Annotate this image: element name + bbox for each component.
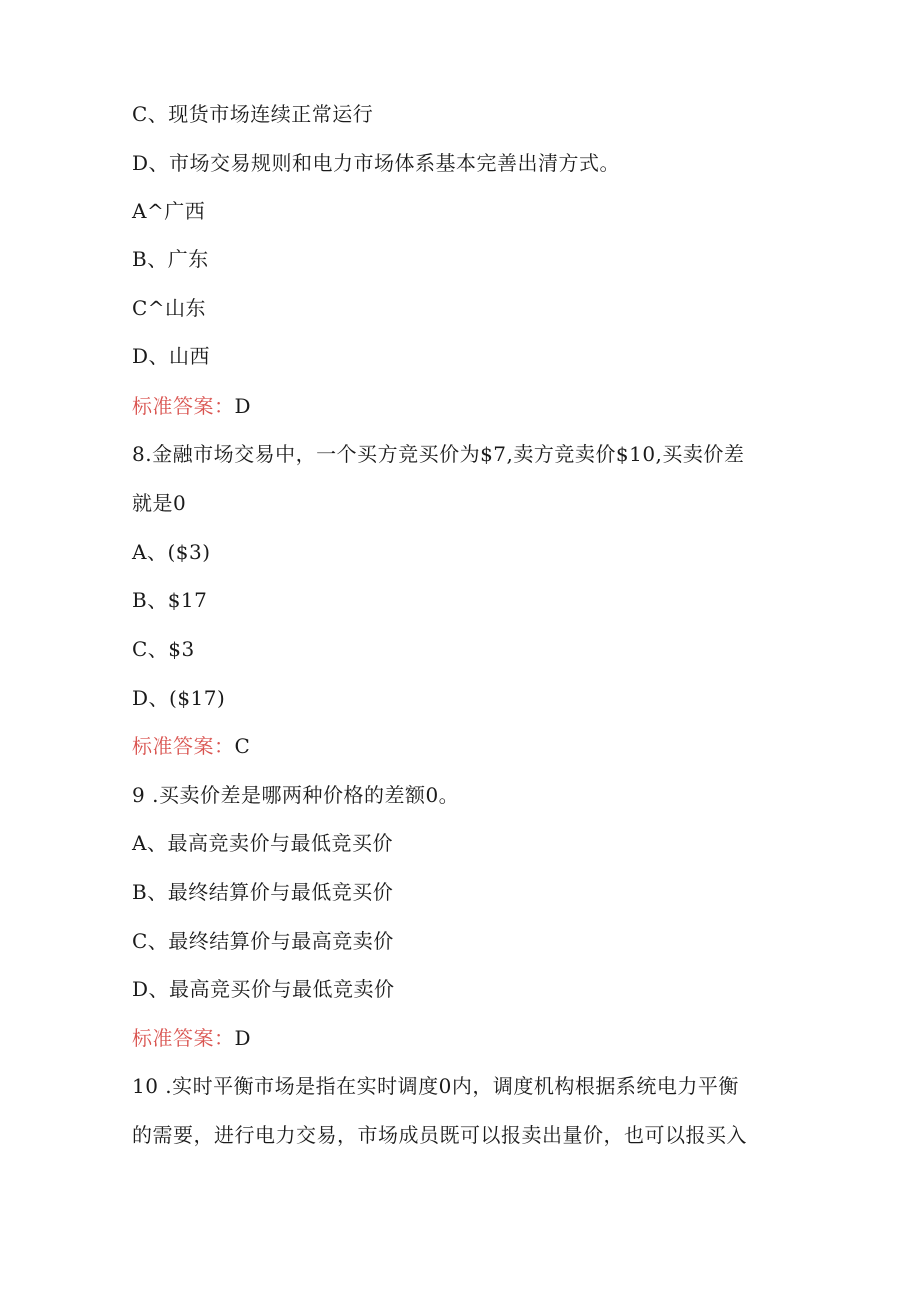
option-line: A、最高竞卖价与最低竞买价 <box>132 831 393 855</box>
answer-value: C <box>234 734 251 758</box>
answer-value: D <box>234 1026 252 1050</box>
question-line: 9 .买卖价差是哪两种价格的差额0。 <box>132 783 460 807</box>
option-line: B、$17 <box>132 588 208 612</box>
option-line: D、最高竞买价与最低竞卖价 <box>132 977 395 1001</box>
option-line: C^山东 <box>132 296 207 320</box>
answer-line <box>132 732 250 760</box>
option-line: D、($17) <box>132 686 226 710</box>
question-line: 10 .实时平衡市场是指在实时调度0内，调度机构根据系统电力平衡 <box>132 1074 739 1098</box>
answer-label: 标准答案： <box>132 394 235 418</box>
question-line: 的需要，进行电力交易，市场成员既可以报卖出量价，也可以报买入 <box>132 1123 747 1147</box>
option-line: D、市场交易规则和电力市场体系基本完善出清方式。 <box>132 151 621 175</box>
option-line: C、现货市场连续正常运行 <box>132 102 374 126</box>
option-line: B、最终结算价与最低竞买价 <box>132 880 394 904</box>
option-line: A^广西 <box>132 199 206 223</box>
option-line: D、山西 <box>132 344 211 368</box>
option-line: C、最终结算价与最高竞卖价 <box>132 929 394 953</box>
answer-line <box>132 1024 251 1052</box>
option-line: A、($3) <box>132 540 211 564</box>
question-line: 8.金融市场交易中，一个买方竞买价为$7,卖方竞卖价$10,买卖价差 <box>132 442 745 466</box>
question-line: 就是0 <box>132 491 187 515</box>
answer-label: 标准答案： <box>132 734 235 758</box>
answer-line <box>132 392 251 420</box>
answer-label: 标准答案： <box>132 1026 235 1050</box>
option-line: C、$3 <box>132 637 195 661</box>
answer-value: D <box>234 394 252 418</box>
option-line: B、广东 <box>132 247 209 271</box>
